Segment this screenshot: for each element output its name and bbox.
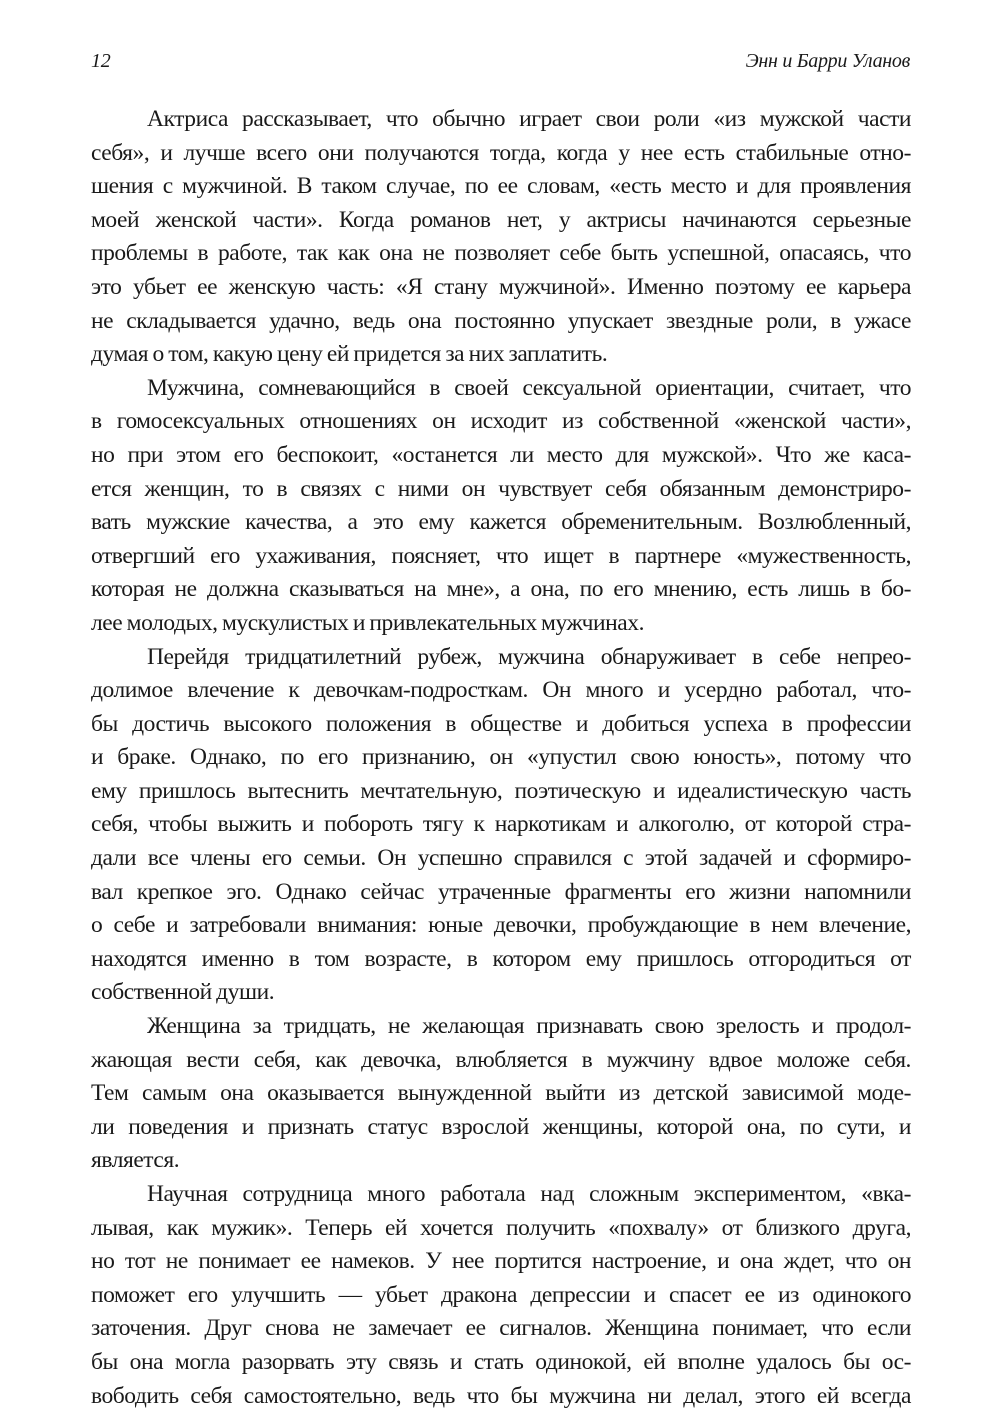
text-line: не складывается удачно, ведь она постоянно упускает звездные роли, в ужасе [91,307,911,334]
text-line: ему пришлось вытеснить мечтательную, поэтическую и идеалистическую часть [91,777,911,804]
paragraph-actress [91,103,911,372]
text-line: Перейдя тридцатилетний рубеж, мужчина обнаруживает в себе непрео- [147,643,911,670]
text-line: но тот не понимает ее намеков. У нее портится настроение, и она ждет, что он [91,1248,911,1275]
text-line: вать мужские качества, а это ему кажется обременительным. Возлюбленный, [91,509,911,536]
text-line: которая не должна сказываться на мне», а она, по его мнению, есть лишь в бо- [91,576,911,603]
paragraph-thirty-woman [91,1010,911,1178]
text-line: и браке. Однако, по его признанию, он «упустил свою юность», потому что [91,744,911,771]
text-line: ется женщин, то в связях с ними он чувствует себя обязанным демонстриро- [91,475,911,502]
paragraph-man-orientation [91,372,911,641]
text-line: проблемы в работе, так как она не позволяет себе быть успешной, опасаясь, что [91,240,911,267]
text-line: Тем самым она оказывается вынужденной выйти из детской зависимой моде- [91,1080,911,1107]
running-title: Энн и Барри Уланов [745,50,910,72]
text-line: моей женской части». Когда романов нет, у актрисы начинаются серьезные [91,206,911,233]
text-line: в гомосексуальных отношениях он исходит из собственной «женской части», [91,408,911,435]
paragraph-scientist [91,1178,911,1413]
text-line: поможет его улучшить — убьет дракона депрессии и спасет ее из одинокого [91,1281,911,1308]
page-header [91,50,910,80]
text-line: думая о том, какую цену ей придется за них заплатить. [91,341,608,368]
text-line: Женщина за тридцать, не желающая признавать свою зрелость и продол- [147,1013,911,1040]
text-line: жающая вести себя, как девочка, влюбляется в мужчину вдвое моложе себя. [91,1046,911,1073]
text-line: о себе и затребовали внимания: юные девочки, пробуждающие в нем влечение, [91,912,911,939]
text-line: вал крепкое эго. Однако сейчас утраченные фрагменты его жизни напомнили [91,878,911,905]
text-line: шения с мужчиной. В таком случае, по ее словам, «есть место и для проявления [91,173,911,200]
text-line: Актриса рассказывает, что обычно играет свои роли «из мужской части [147,106,911,132]
text-line: дали все члены его семьи. Он успешно справился с этой задачей и сформиро- [91,845,911,872]
text-line: Научная сотрудница много работала над сложным экспериментом, «вка- [147,1181,911,1207]
text-line: заточения. Друг снова не замечает ее сигналов. Женщина понимает, что если [91,1315,911,1342]
text-line: это убьет ее женскую часть: «Я стану мужчиной». Именно поэтому ее карьера [91,273,911,300]
text-line: себя, чтобы выжить и побороть тягу к наркотикам и алкоголю, от которой стра- [91,811,911,838]
text-line: себя», и лучше всего они получаются тогда, когда у нее есть стабильные отно- [91,139,911,166]
text-line: долимое влечение к девочкам-подросткам. Он много и усердно работал, что- [91,677,911,704]
page-number: 12 [91,50,111,72]
text-line: ли поведения и признать статус взрослой женщины, которой она, по сути, и [91,1113,911,1140]
text-line: отвергший его ухаживания, поясняет, что ищет в партнере «мужественность, [91,542,911,569]
page-body [91,103,911,1413]
text-line: лее молодых, мускулистых и привлекательных мужчинах. [91,609,644,636]
paragraph-thirty-man [91,641,911,1011]
text-line: бы достичь высокого положения в обществе и добиться успеха в профессии [91,710,911,737]
text-line: собственной души. [91,979,275,1006]
text-line: находятся именно в том возрасте, в котором ему пришлось отгородиться от [91,945,911,972]
text-line: но при этом его беспокоит, «останется ли место для мужской». Что же каса- [91,441,911,468]
text-line: лывая, как мужик». Теперь ей хочется получить «похвалу» от близкого друга, [91,1214,911,1241]
text-line: Мужчина, сомневающийся в своей сексуальной ориентации, считает, что [147,374,911,401]
text-line: вободить себя самостоятельно, ведь что бы мужчина ни делал, этого ей всегда [91,1382,911,1409]
text-line: является. [91,1147,180,1174]
text-line: бы она могла разорвать эту связь и стать одинокой, ей вполне удалось бы ос- [91,1348,911,1375]
